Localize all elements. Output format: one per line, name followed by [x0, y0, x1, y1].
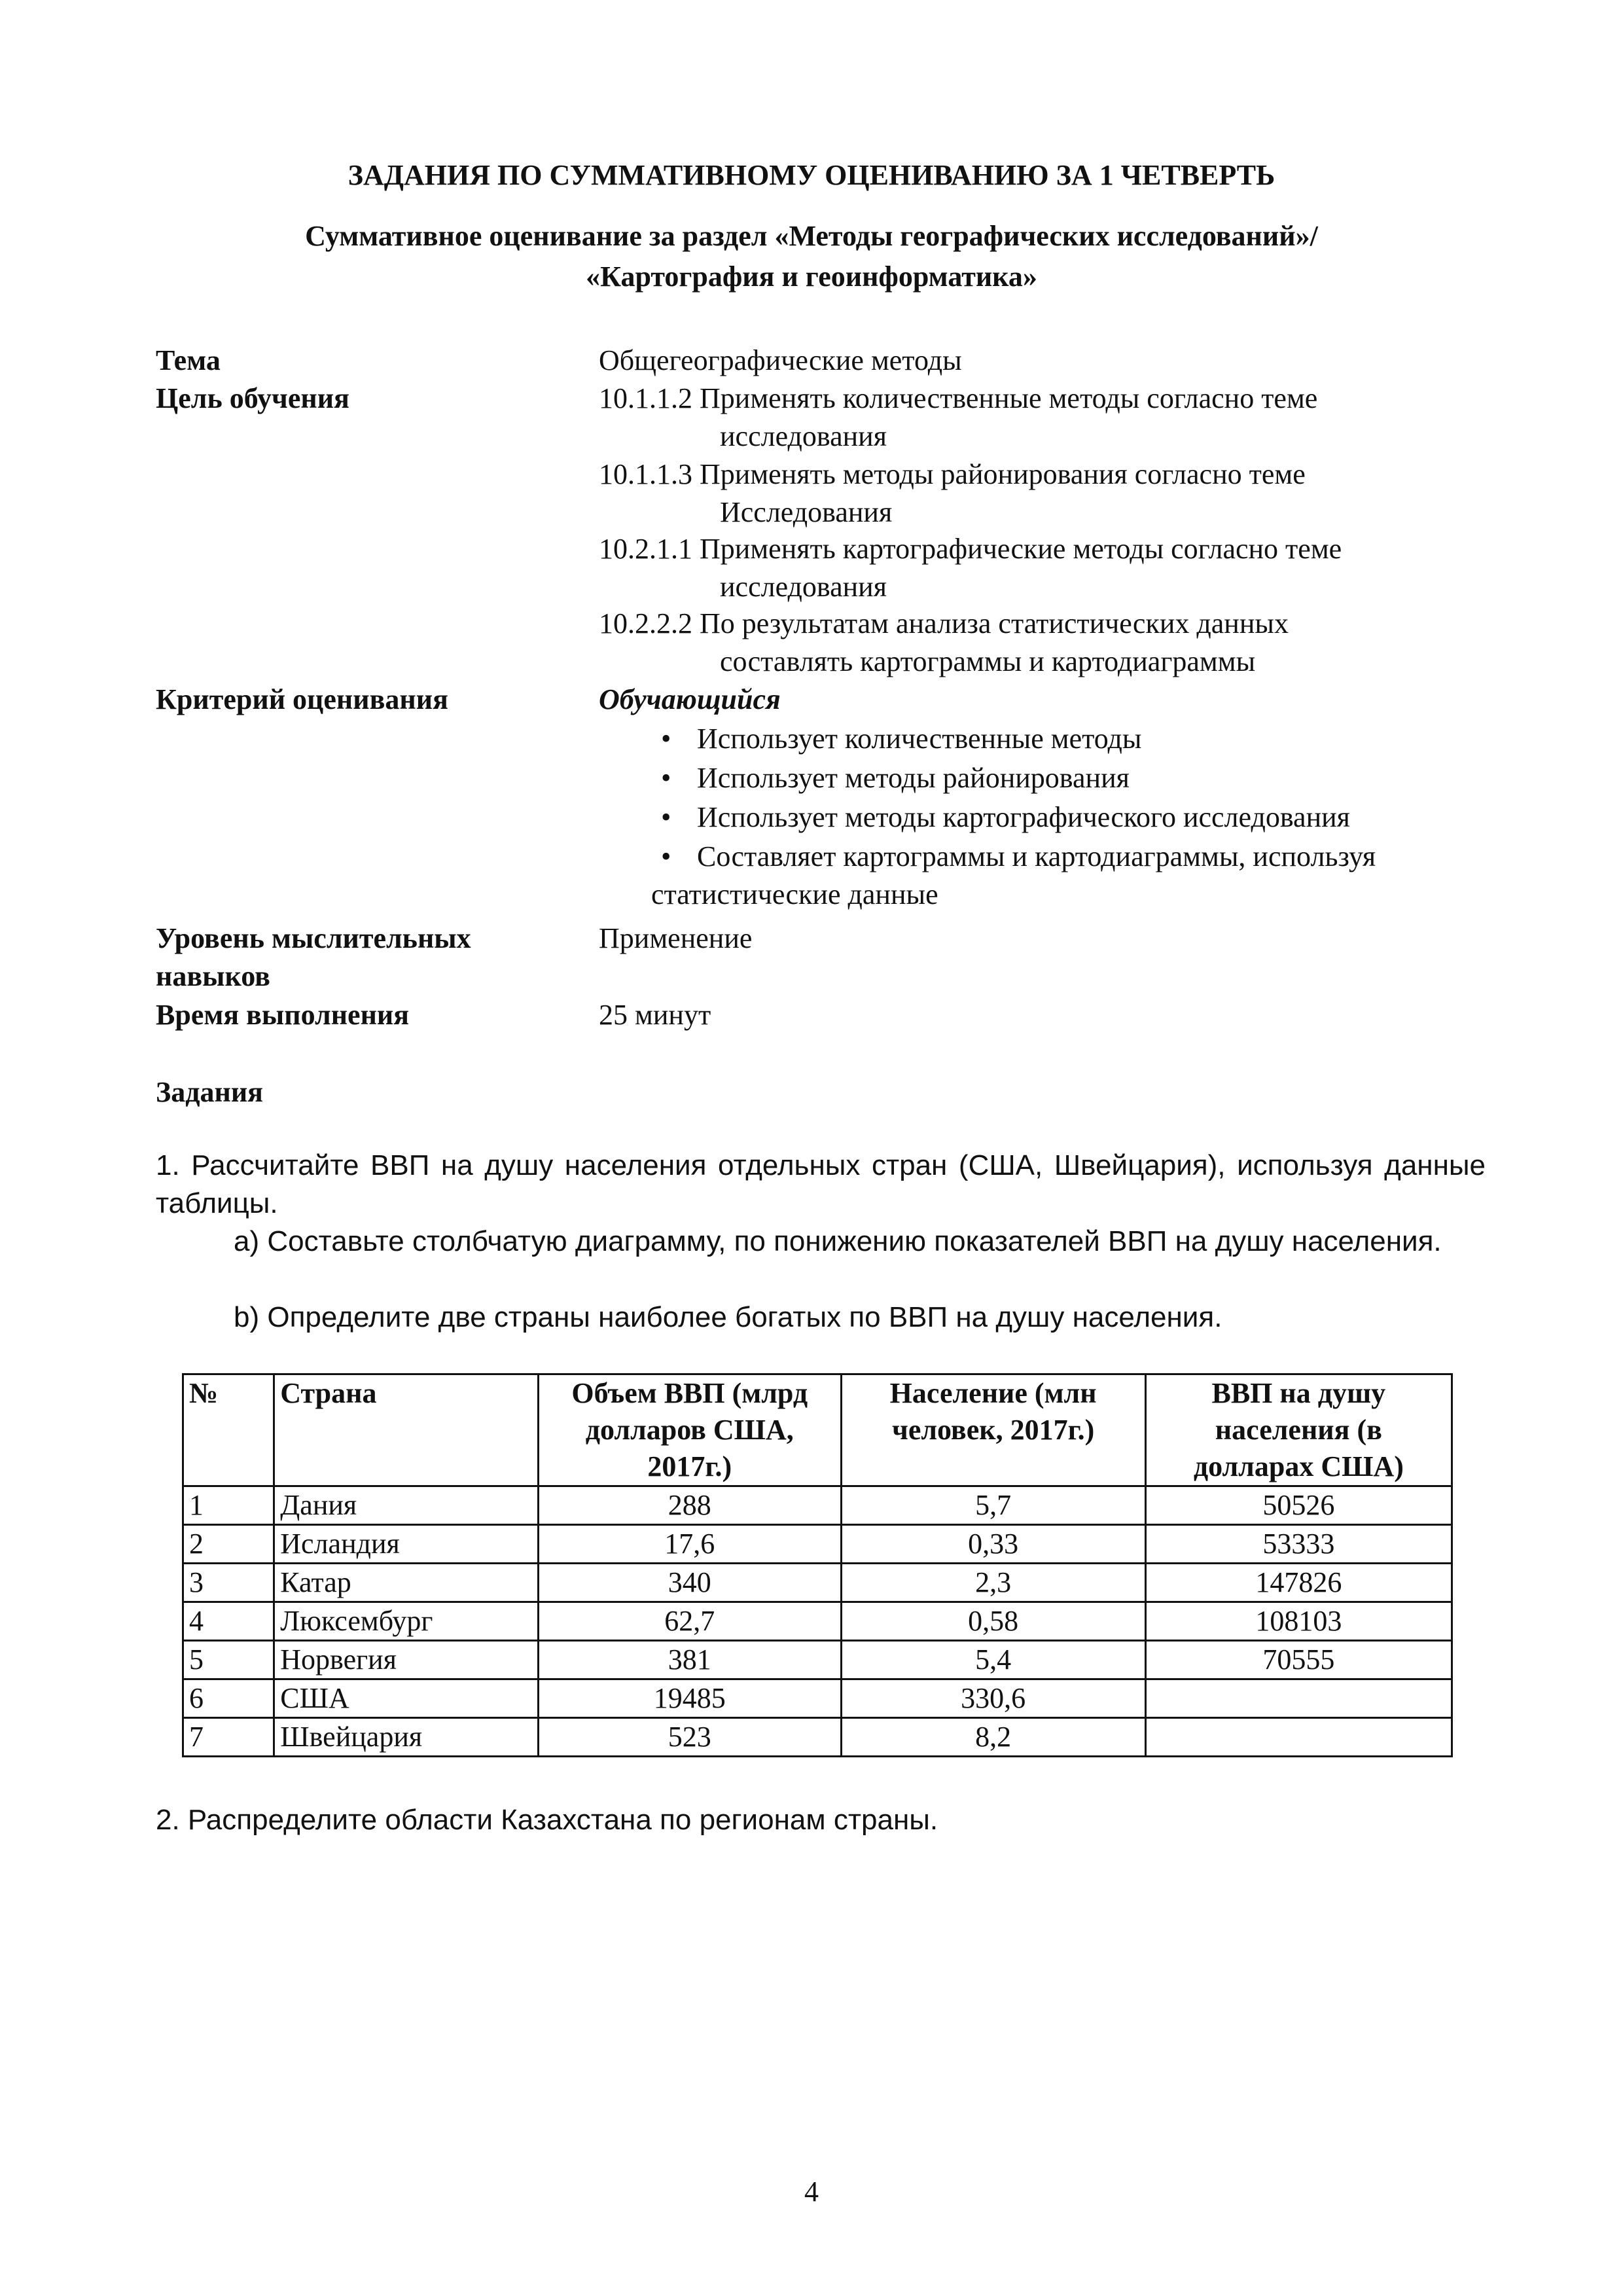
table-row	[183, 1564, 1452, 1602]
cell-per-capita: 53333	[1145, 1525, 1452, 1564]
cell-number: 6	[183, 1679, 274, 1718]
cell-number: 2	[183, 1525, 274, 1564]
cell-per-capita: 108103	[1145, 1602, 1452, 1641]
task-1-b: b) Определите две страны наиболее богатых по ВВП на душу населения.	[234, 1301, 1222, 1333]
page-number: 4	[804, 2176, 819, 2208]
cell-number: 3	[183, 1564, 274, 1602]
cell-gdp: 17,6	[538, 1525, 841, 1564]
cell-per-capita: 70555	[1145, 1641, 1452, 1679]
bullet-icon: •	[661, 840, 671, 872]
task-1-text: 1. Рассчитайте ВВП на душу населения отдельных стран (США, Швейцария), используя данные таблицы.	[156, 1149, 1486, 1219]
table-row	[183, 1718, 1452, 1757]
gdp-table	[182, 1373, 1453, 1757]
goal-line-cont: исследования	[720, 571, 887, 603]
cell-per-capita: 50526	[1145, 1486, 1452, 1525]
task-2-text: 2. Распределите области Казахстана по регионам страны.	[156, 1804, 938, 1836]
table-row	[183, 1486, 1452, 1525]
table-row	[183, 1525, 1452, 1564]
tasks-heading: Задания	[156, 1076, 263, 1108]
bullet-icon: •	[661, 762, 671, 794]
bullet-icon: •	[661, 801, 671, 833]
table-row	[183, 1679, 1452, 1718]
cell-number: 5	[183, 1641, 274, 1679]
goal-item	[599, 380, 1482, 456]
cell-population: 0,58	[841, 1602, 1145, 1641]
cell-gdp: 288	[538, 1486, 841, 1525]
time-label: Время выполнения	[156, 999, 410, 1031]
goal-item	[599, 456, 1482, 531]
criteria-list	[599, 720, 1489, 915]
cell-number: 7	[183, 1718, 274, 1757]
cell-per-capita	[1145, 1718, 1452, 1757]
table-row	[183, 1641, 1452, 1679]
section-title-line1: Суммативное оценивание за раздел «Методы географических исследований»/	[305, 220, 1318, 252]
cell-country: Дания	[274, 1486, 539, 1525]
cell-country: США	[274, 1679, 539, 1718]
section-title	[0, 216, 1623, 297]
goal-line-cont: Исследования	[720, 496, 893, 528]
goal-item	[599, 605, 1482, 681]
goal-item	[599, 530, 1482, 606]
skill-label: Уровень мыслительных навыков	[156, 922, 471, 992]
cell-population: 5,4	[841, 1641, 1145, 1679]
cell-country: Норвегия	[274, 1641, 539, 1679]
cell-country: Исландия	[274, 1525, 539, 1564]
topic-value: Общегеографические методы	[599, 344, 962, 376]
criteria-label: Критерий оценивания	[156, 683, 448, 715]
skill-value: Применение	[599, 922, 753, 954]
header-number: №	[183, 1374, 274, 1486]
cell-per-capita: 147826	[1145, 1564, 1452, 1602]
cell-country: Катар	[274, 1564, 539, 1602]
cell-population: 2,3	[841, 1564, 1145, 1602]
cell-per-capita	[1145, 1679, 1452, 1718]
list-item-cont: статистические данные	[651, 878, 938, 910]
table-header-row	[183, 1374, 1452, 1486]
list-item: • Составляет картограммы и картодиаграммы, используя статистические данные	[599, 838, 1489, 915]
cell-country: Люксембург	[274, 1602, 539, 1641]
bullet-icon: •	[661, 723, 671, 755]
cell-number: 4	[183, 1602, 274, 1641]
cell-population: 330,6	[841, 1679, 1145, 1718]
table-row	[183, 1602, 1452, 1641]
list-item: • Использует методы картографического исследования	[599, 798, 1489, 838]
time-value: 25 минут	[599, 999, 711, 1031]
goal-line-cont: исследования	[720, 420, 887, 452]
criteria-head: Обучающийся	[599, 683, 781, 715]
cell-gdp: 62,7	[538, 1602, 841, 1641]
goal-line: 10.1.1.2 Применять количественные методы согласно теме	[599, 382, 1318, 414]
goal-label: Цель обучения	[156, 382, 349, 414]
cell-country: Швейцария	[274, 1718, 539, 1757]
cell-population: 5,7	[841, 1486, 1145, 1525]
header-per-capita: ВВП на душу населения (в долларах США)	[1145, 1374, 1452, 1486]
goal-line-cont: составлять картограммы и картодиаграммы	[720, 645, 1256, 677]
cell-number: 1	[183, 1486, 274, 1525]
cell-gdp: 523	[538, 1718, 841, 1757]
task-1-a: a) Составьте столбчатую диаграмму, по понижению показателей ВВП на душу населения.	[234, 1225, 1442, 1257]
list-item: • Использует методы районирования	[599, 759, 1489, 798]
section-title-line2: «Картография и геоинформатика»	[586, 260, 1037, 293]
document-title: ЗАДАНИЯ ПО СУММАТИВНОМУ ОЦЕНИВАНИЮ ЗА 1 ЧЕТВЕРТЬ	[348, 159, 1275, 191]
goal-line: 10.2.2.2 По результатам анализа статистических данных	[599, 607, 1289, 639]
cell-gdp: 340	[538, 1564, 841, 1602]
cell-population: 8,2	[841, 1718, 1145, 1757]
cell-gdp: 381	[538, 1641, 841, 1679]
header-gdp: Объем ВВП (млрд долларов США, 2017г.)	[538, 1374, 841, 1486]
cell-population: 0,33	[841, 1525, 1145, 1564]
topic-label: Тема	[156, 344, 221, 376]
header-country: Страна	[274, 1374, 539, 1486]
cell-gdp: 19485	[538, 1679, 841, 1718]
header-population: Население (млн человек, 2017г.)	[841, 1374, 1145, 1486]
goal-line: 10.2.1.1 Применять картографические методы согласно теме	[599, 533, 1342, 565]
goal-line: 10.1.1.3 Применять методы районирования согласно теме	[599, 458, 1306, 490]
list-item: • Использует количественные методы	[599, 720, 1489, 759]
